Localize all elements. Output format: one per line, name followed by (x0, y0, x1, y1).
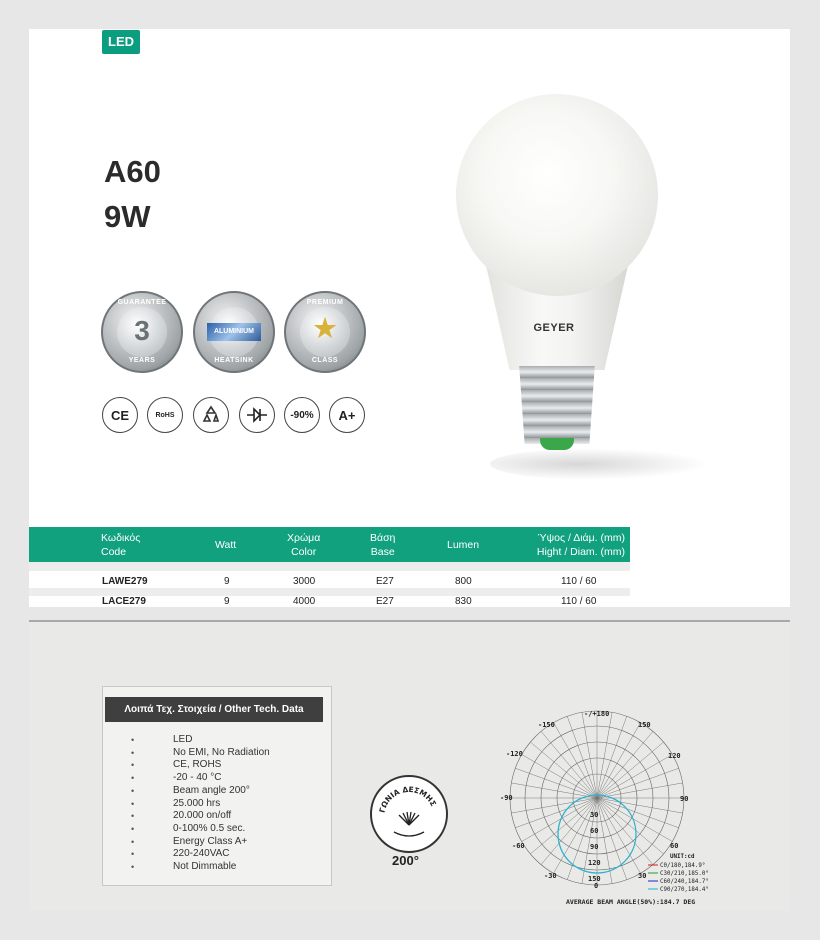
list-item: • -20 - 40 °C (131, 772, 270, 785)
table-row: LACE279 9 4000 E27 830 110 / 60 (102, 596, 597, 607)
model-title (104, 150, 161, 240)
angle-label-m60: -60 (512, 842, 525, 850)
legend-c30: C30/210,185.0° (660, 871, 709, 877)
spec-table-header (29, 527, 630, 562)
angle-label-180: -/+180 (584, 710, 610, 718)
angle-label-m120: -120 (506, 750, 523, 758)
beam-angle-caption: AVERAGE BEAM ANGLE(50%):184.7 DEG (566, 898, 696, 906)
aluminium-heatsink-icon: ALUMINIUM HEATSINK (193, 291, 275, 373)
col-watt: Watt (215, 538, 237, 551)
angle-label-m150: -150 (538, 721, 555, 729)
col-base: Βάση Base (370, 531, 396, 558)
angle-label-90: 90 (680, 795, 689, 803)
list-item: • Not Dimmable (131, 861, 270, 874)
model-power: 9W (104, 198, 151, 234)
list-item: • Energy Class A+ (131, 836, 270, 849)
led-badge: LED (102, 30, 140, 54)
legend-c90: C90/270,184.4° (660, 887, 709, 893)
premium-class-icon: PREMIUM ★ CLASS (284, 291, 366, 373)
legend-c60: C60/240,184.7° (660, 879, 709, 885)
bulb-base (512, 366, 602, 444)
model-name: A60 (104, 154, 161, 189)
col-code: Κωδικός Code (101, 531, 141, 558)
angle-label-0: 0 (594, 882, 599, 890)
polar-distribution-diagram (480, 700, 730, 900)
ce-mark-icon: CE (102, 397, 138, 433)
bulb-glass (456, 94, 658, 296)
bulb-base-tip (540, 438, 574, 450)
list-item: • 20.000 on/off (131, 810, 270, 823)
svg-text:ΓΩΝΙΑ ΔΕΣΜΗΣ (377, 785, 438, 814)
angle-label-m30: -30 (544, 872, 557, 880)
unit-label: UNIT:cd (670, 854, 695, 860)
beam-angle-value: 200° (392, 853, 419, 868)
radial-label-150: 150 (588, 875, 601, 883)
list-item: • LED (131, 734, 270, 747)
angle-label-30: 30 (638, 872, 647, 880)
table-stripe (29, 562, 630, 571)
radial-label-90: 90 (590, 843, 599, 851)
list-item: • Beam angle 200° (131, 785, 270, 798)
tech-data-list (131, 734, 270, 874)
list-item: • 0-100% 0.5 sec. (131, 823, 270, 836)
radial-label-120: 120 (588, 859, 601, 867)
col-lumen: Lumen (447, 538, 480, 551)
energy-class-icon: A+ (329, 397, 365, 433)
col-color: Χρώμα Color (287, 531, 321, 558)
col-dimensions: Ύψος / Διάμ. (mm) Hight / Diam. (mm) (536, 531, 625, 558)
angle-label-150: 150 (638, 721, 651, 729)
list-item: • 25.000 hrs (131, 798, 270, 811)
guarantee-3-years-icon: GUARANTEE 3 YEARS (101, 291, 183, 373)
table-row: LAWE279 9 3000 E27 800 110 / 60 (102, 576, 597, 587)
tech-data-box (102, 686, 332, 886)
angle-label-60: 60 (670, 842, 679, 850)
beam-angle-label: ΓΩΝΙΑ ΔΕΣΜΗΣ (377, 784, 439, 814)
tech-data-title: Λοιπά Τεχ. Στοιχεία / Other Tech. Data (105, 697, 323, 722)
angle-label-m90: -90 (500, 794, 513, 802)
legend-c0: C0/180,184.9° (660, 863, 706, 869)
energy-saving-icon: -90% (284, 397, 320, 433)
beam-angle-icon (370, 775, 448, 853)
angle-label-120: 120 (668, 752, 681, 760)
bulb-shadow (490, 448, 710, 480)
list-item: • 220-240VAC (131, 848, 270, 861)
recycle-icon (193, 397, 229, 433)
list-item: • CE, ROHS (131, 759, 270, 772)
brand-logo: GEYER (533, 322, 575, 334)
rohs-icon: RoHS (147, 397, 183, 433)
radial-label-30: 30 (590, 811, 599, 819)
led-diode-icon (239, 397, 275, 433)
radial-label-60: 60 (590, 827, 599, 835)
list-item: • No EMI, No Radiation (131, 747, 270, 760)
